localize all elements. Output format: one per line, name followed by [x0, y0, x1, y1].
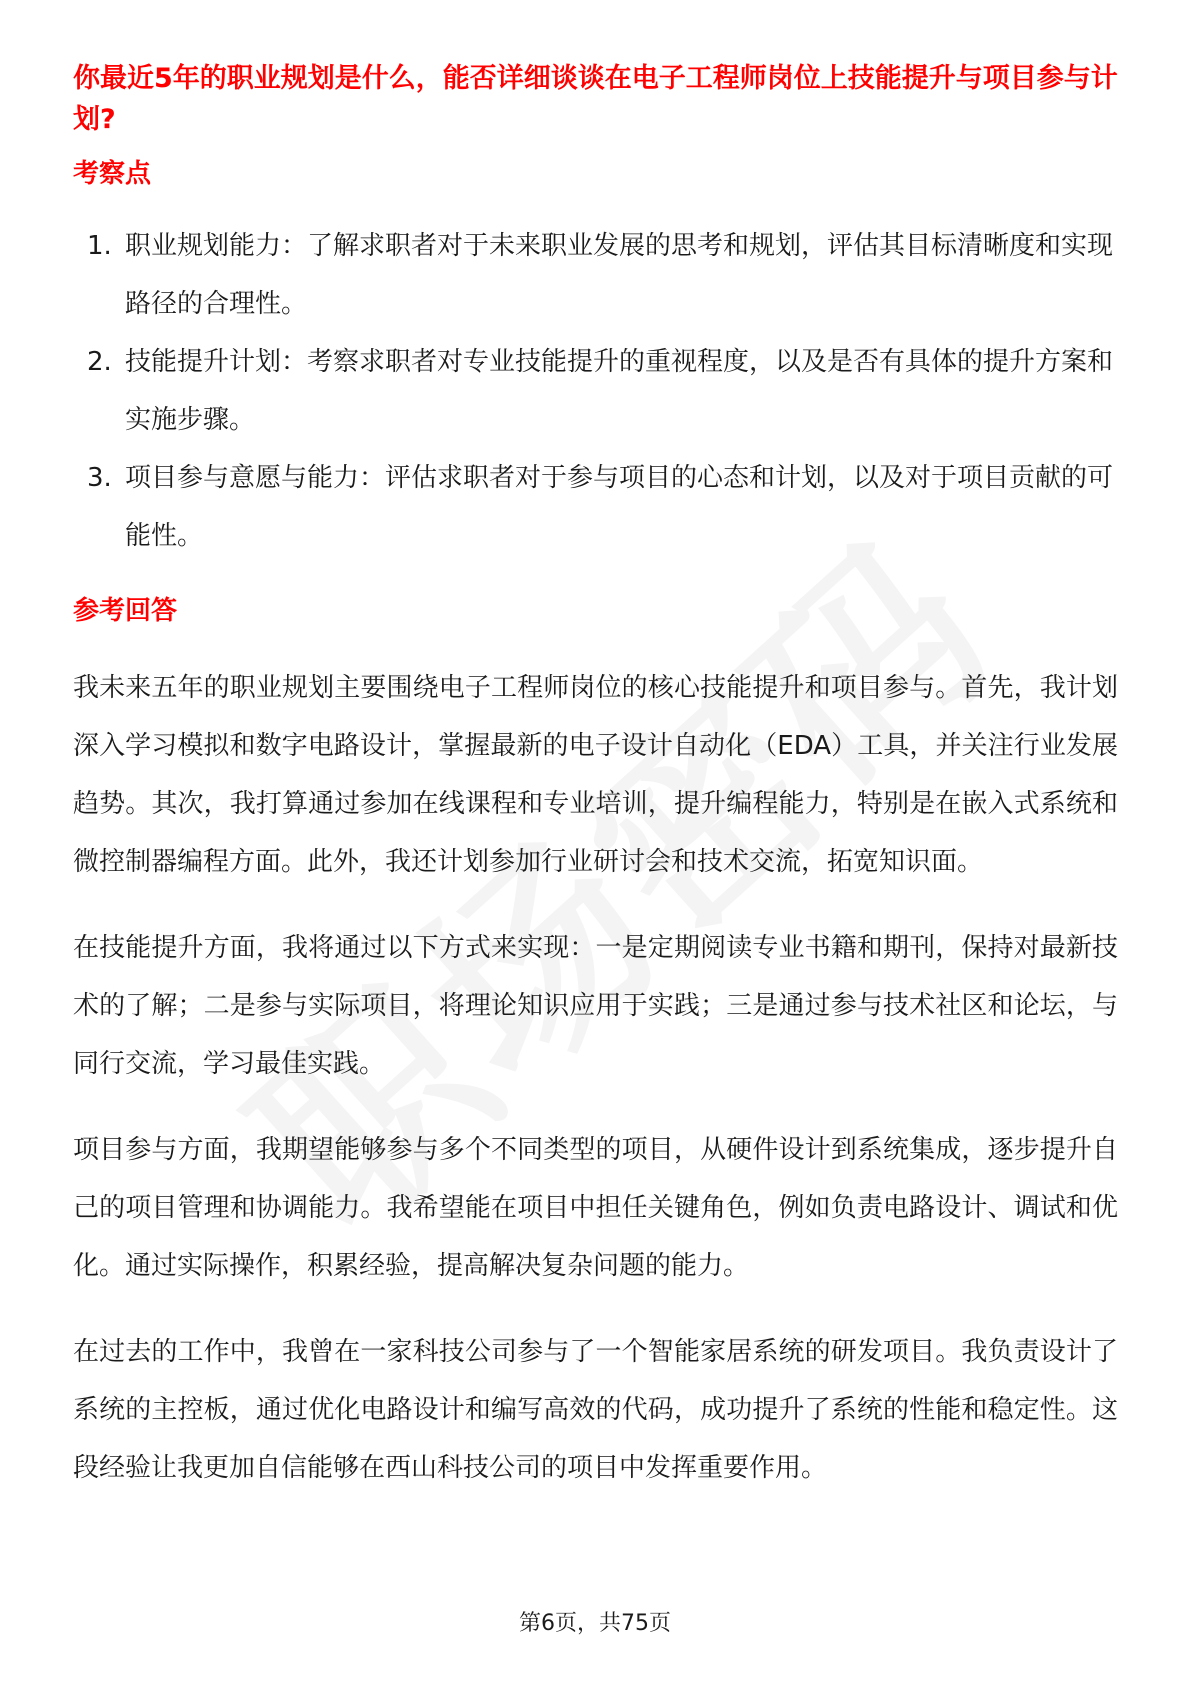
answer-paragraph: 在过去的工作中，我曾在一家科技公司参与了一个智能家居系统的研发项目。我负责设计了系统的主控板，通过优化电路设计和编写高效的代码，成功提升了系统的性能和稳定性。这段经验让我更加自信能够在西山科技公司的项目中发挥重要作用。: [73, 1337, 1118, 1483]
assessment-item-text: 技能提升计划：考察求职者对专业技能提升的重视程度，以及是否有具体的提升方案和实施步骤。: [125, 347, 1114, 435]
answer-paragraph: 项目参与方面，我期望能够参与多个不同类型的项目，从硬件设计到系统集成，逐步提升自己的项目管理和协调能力。我希望能在项目中担任关键角色，例如负责电路设计、调试和优化。通过实际操作，积累经验，提高解决复杂问题的能力。: [73, 1135, 1118, 1281]
assessment-item-number: 3.: [87, 463, 112, 493]
assessment-list: [73, 217, 1118, 565]
answer-paragraph: 在技能提升方面，我将通过以下方式来实现：一是定期阅读专业书籍和期刊，保持对最新技术的了解；二是参与实际项目，将理论知识应用于实践；三是通过参与技术社区和论坛，与同行交流，学习最佳实践。: [73, 933, 1118, 1079]
answer-body: [73, 659, 1118, 1497]
assessment-item-text: 项目参与意愿与能力：评估求职者对于参与项目的心态和计划，以及对于项目贡献的可能性。: [125, 463, 1114, 551]
assessment-item: [73, 217, 1118, 333]
assessment-item: [73, 449, 1118, 565]
assessment-item-number: 2.: [87, 347, 112, 377]
answer-paragraph: 我未来五年的职业规划主要围绕电子工程师岗位的核心技能提升和项目参与。首先，我计划深入学习模拟和数字电路设计，掌握最新的电子设计自动化（EDA）工具，并关注行业发展趋势。其次，我打算通过参加在线课程和专业培训，提升编程能力，特别是在嵌入式系统和微控制器编程方面。此外，我还计划参加行业研讨会和技术交流，拓宽知识面。: [73, 673, 1118, 877]
assessment-item: [73, 333, 1118, 449]
assessment-item-number: 1.: [87, 231, 112, 261]
document-content: [73, 58, 1118, 1525]
question-title: 你最近5年的职业规划是什么，能否详细谈谈在电子工程师岗位上技能提升与项目参与计划?: [73, 63, 1118, 135]
page-number: 第6页，共75页: [519, 1611, 671, 1636]
assessment-heading: 考察点: [73, 159, 152, 189]
answer-heading: 参考回答: [73, 596, 178, 626]
assessment-item-text: 职业规划能力：了解求职者对于未来职业发展的思考和规划，评估其目标清晰度和实现路径的合理性。: [125, 231, 1114, 319]
